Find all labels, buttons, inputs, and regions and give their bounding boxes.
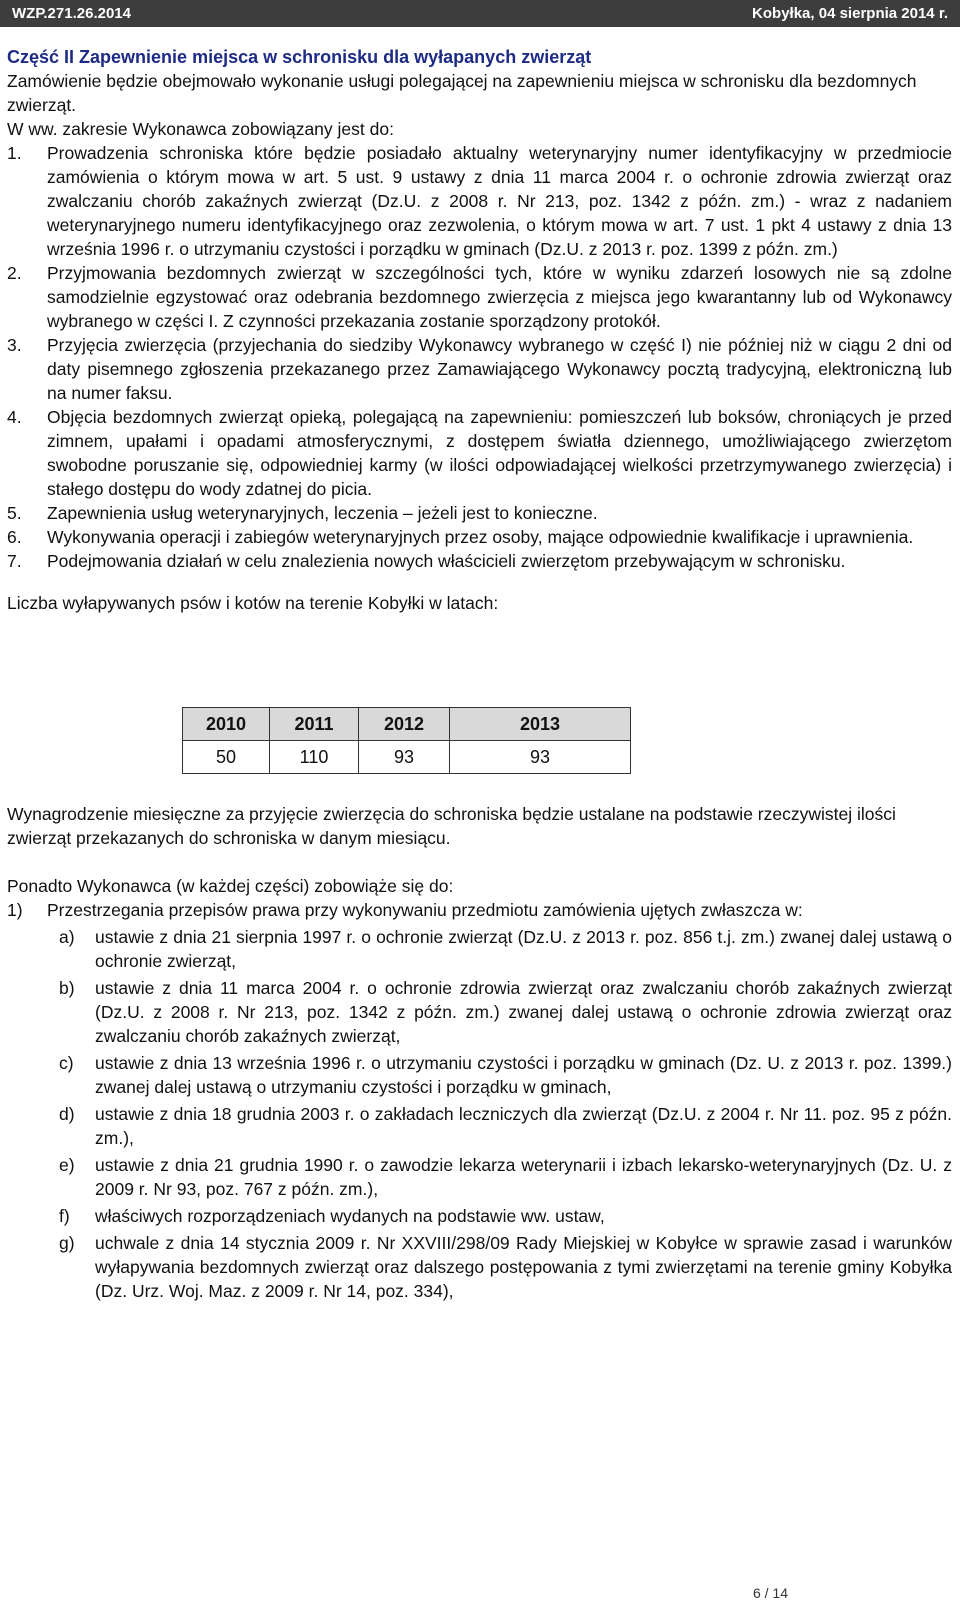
list-item-text: Przyjmowania bezdomnych zwierząt w szczególności tych, które w wyniku zdarzeń losowych nie są zdolne samodzielnie egzystować oraz odebrania bezdomnego zwierzęcia z miejsca jego kwarantanny lub od Wykonawcy wybranego w części I. Z czynności przekazania zostanie sporządzony protokół. bbox=[47, 263, 952, 331]
list-item bbox=[7, 1231, 952, 1303]
list-item-letter: f) bbox=[59, 1206, 70, 1226]
list-item-text: ustawie z dnia 21 sierpnia 1997 r. o ochronie zwierząt (Dz.U. z 2013 r. poz. 856 t.j. zm.) zwanej dalej ustawą o ochronie zwierząt, bbox=[95, 927, 952, 971]
list-item bbox=[7, 261, 952, 333]
obligations-intro: Ponadto Wykonawca (w każdej części) zobowiąże się do: bbox=[7, 876, 454, 896]
table-header-cell: 2011 bbox=[270, 708, 359, 741]
list-item-text: ustawie z dnia 18 grudnia 2003 r. o zakładach leczniczych dla zwierząt (Dz.U. z 2004 r. Nr 11. poz. 95 z późn. zm.), bbox=[95, 1104, 952, 1148]
list-item bbox=[7, 898, 952, 922]
list-item-text: Prowadzenia schroniska które będzie posiadało aktualny weterynaryjny numer identyfikacyjny w przedmiocie zamówienia o którym mowa w art. 5 ust. 9 ustawy z dnia 11 marca 2004 r. o ochronie zdrowia zwierząt oraz zwalczaniu chorób zakaźnych zwierząt (Dz.U. z 2008 r. Nr 213, poz. 1342 z późn. zm.) - wraz z nadaniem weterynaryjnego numeru identyfikacyjnego oraz zezwolenia, o którym mowa w art. 7 ust. 1 pkt 4 ustawy z dnia 13 września 1996 r. o utrzymaniu czystości i porządku w gminach (Dz.U. z 2013 r. poz. 1399 z późn. zm.) bbox=[47, 143, 952, 259]
table-row bbox=[183, 741, 631, 774]
reference-number: WZP.271.26.2014 bbox=[12, 5, 131, 22]
page-number: 6 / 14 bbox=[752, 1585, 788, 1601]
list-item-number: 2. bbox=[7, 263, 22, 283]
list-item bbox=[7, 976, 952, 1048]
list-item-text: Wykonywania operacji i zabiegów weterynaryjnych przez osoby, mające odpowiednie kwalifikacje i uprawnienia. bbox=[47, 527, 914, 547]
table-cell: 110 bbox=[270, 741, 359, 774]
legal-acts-list bbox=[7, 925, 952, 1303]
list-item-text: ustawie z dnia 13 września 1996 r. o utrzymaniu czystości i porządku w gminach (Dz. U. z 2013 r. poz. 1399.) zwanej dalej ustawą o utrzymaniu czystości i porządku w gminach, bbox=[95, 1053, 952, 1097]
obligations-list bbox=[7, 898, 952, 922]
list-item-text: Objęcia bezdomnych zwierząt opieką, polegającą na zapewnieniu: pomieszczeń lub boksów, chroniących je przed zimnem, upałami i opadami atmosferycznymi, z dostępem światła dziennego, umożliwiającego zwierzętom swobodne poruszanie się, odpowiedniej karmy (w ilości odpowiadającej wielkości przetrzymywanego zwierzęcia) i stałego dostępu do wody zdatnej do picia. bbox=[47, 407, 952, 499]
document-date: Kobyłka, 04 sierpnia 2014 r. bbox=[752, 5, 948, 22]
list-item bbox=[7, 501, 952, 525]
table-cell: 93 bbox=[450, 741, 631, 774]
list-item bbox=[7, 525, 952, 549]
list-item-number: 4. bbox=[7, 407, 22, 427]
remuneration-paragraph: Wynagrodzenie miesięczne za przyjęcie zwierzęcia do schroniska będzie ustalane na podstawie rzeczywistej ilości zwierząt przekazanych do schroniska w danym miesiącu. bbox=[7, 804, 896, 848]
table-header-row bbox=[183, 708, 631, 741]
list-item bbox=[7, 1102, 952, 1150]
list-item bbox=[7, 1051, 952, 1099]
list-item-letter: g) bbox=[59, 1233, 75, 1253]
list-item-number: 7. bbox=[7, 551, 22, 571]
list-item-text: Przyjęcia zwierzęcia (przyjechania do siedziby Wykonawcy wybranego w część I) nie później niż w ciągu 2 dni od daty pisemnego zgłoszenia przekazanego przez Zamawiającego Wykonawcy pocztą tradycyjną, elektroniczną lub na numer faksu. bbox=[47, 335, 952, 403]
list-item-letter: a) bbox=[59, 927, 75, 947]
animal-count-table bbox=[182, 707, 631, 774]
list-item-letter: d) bbox=[59, 1104, 75, 1124]
section-scope: W ww. zakresie Wykonawca zobowiązany jest do: bbox=[7, 119, 394, 139]
list-item-letter: e) bbox=[59, 1155, 75, 1175]
list-item-number: 1) bbox=[7, 900, 23, 920]
list-item-text: Podejmowania działań w celu znalezienia nowych właścicieli zwierzętom przebywającym w schronisku. bbox=[47, 551, 846, 571]
list-item-text: właściwych rozporządzeniach wydanych na podstawie ww. ustaw, bbox=[95, 1206, 605, 1226]
list-item-letter: c) bbox=[59, 1053, 74, 1073]
section-intro: Zamówienie będzie obejmowało wykonanie usługi polegającej na zapewnieniu miejsca w schronisku dla bezdomnych zwierząt. bbox=[7, 71, 917, 115]
list-item bbox=[7, 925, 952, 973]
list-item bbox=[7, 1153, 952, 1201]
document-body bbox=[7, 45, 952, 1303]
list-item-number: 6. bbox=[7, 527, 22, 547]
list-item-text: uchwale z dnia 14 stycznia 2009 r. Nr XXVIII/298/09 Rady Miejskiej w Kobyłce w sprawie zasad i warunków wyłapywania bezdomnych zwierząt oraz dalszego postępowania z tymi zwierzętami na terenie gminy Kobyłka (Dz. Urz. Woj. Maz. z 2009 r. Nr 14, poz. 334), bbox=[95, 1233, 952, 1301]
table-header-cell: 2010 bbox=[183, 708, 270, 741]
table-cell: 50 bbox=[183, 741, 270, 774]
section-title: Część II Zapewnienie miejsca w schronisku dla wyłapanych zwierząt bbox=[7, 47, 592, 67]
list-item-text: ustawie z dnia 11 marca 2004 r. o ochronie zdrowia zwierząt oraz zwalczaniu chorób zakaźnych zwierząt (Dz.U. z 2008 r. Nr 213, poz. 1342 z późn. zm.) zwanej dalej ustawą o ochronie zdrowia zwierząt oraz zwalczaniu chorób zakaźnych zwierząt, bbox=[95, 978, 952, 1046]
list-item-number: 1. bbox=[7, 143, 22, 163]
count-caption: Liczba wyłapywanych psów i kotów na terenie Kobyłki w latach: bbox=[7, 593, 499, 613]
list-item bbox=[7, 141, 952, 261]
header-bar bbox=[0, 0, 960, 27]
list-item-text: ustawie z dnia 21 grudnia 1990 r. o zawodzie lekarza weterynarii i izbach lekarsko-weterynaryjnych (Dz. U. z 2009 r. Nr 93, poz. 767 z późn. zm.), bbox=[95, 1155, 952, 1199]
list-item-number: 3. bbox=[7, 335, 22, 355]
list-item-text: Przestrzegania przepisów prawa przy wykonywaniu przedmiotu zamówienia ujętych zwłaszcza w: bbox=[47, 900, 803, 920]
table-header-cell: 2012 bbox=[359, 708, 450, 741]
table-header-cell: 2013 bbox=[450, 708, 631, 741]
table-cell: 93 bbox=[359, 741, 450, 774]
duties-list bbox=[7, 141, 952, 573]
list-item-text: Zapewnienia usług weterynaryjnych, leczenia – jeżeli jest to konieczne. bbox=[47, 503, 598, 523]
list-item-letter: b) bbox=[59, 978, 75, 998]
list-item bbox=[7, 333, 952, 405]
list-item bbox=[7, 405, 952, 501]
list-item bbox=[7, 1204, 952, 1228]
list-item-number: 5. bbox=[7, 503, 22, 523]
list-item bbox=[7, 549, 952, 573]
